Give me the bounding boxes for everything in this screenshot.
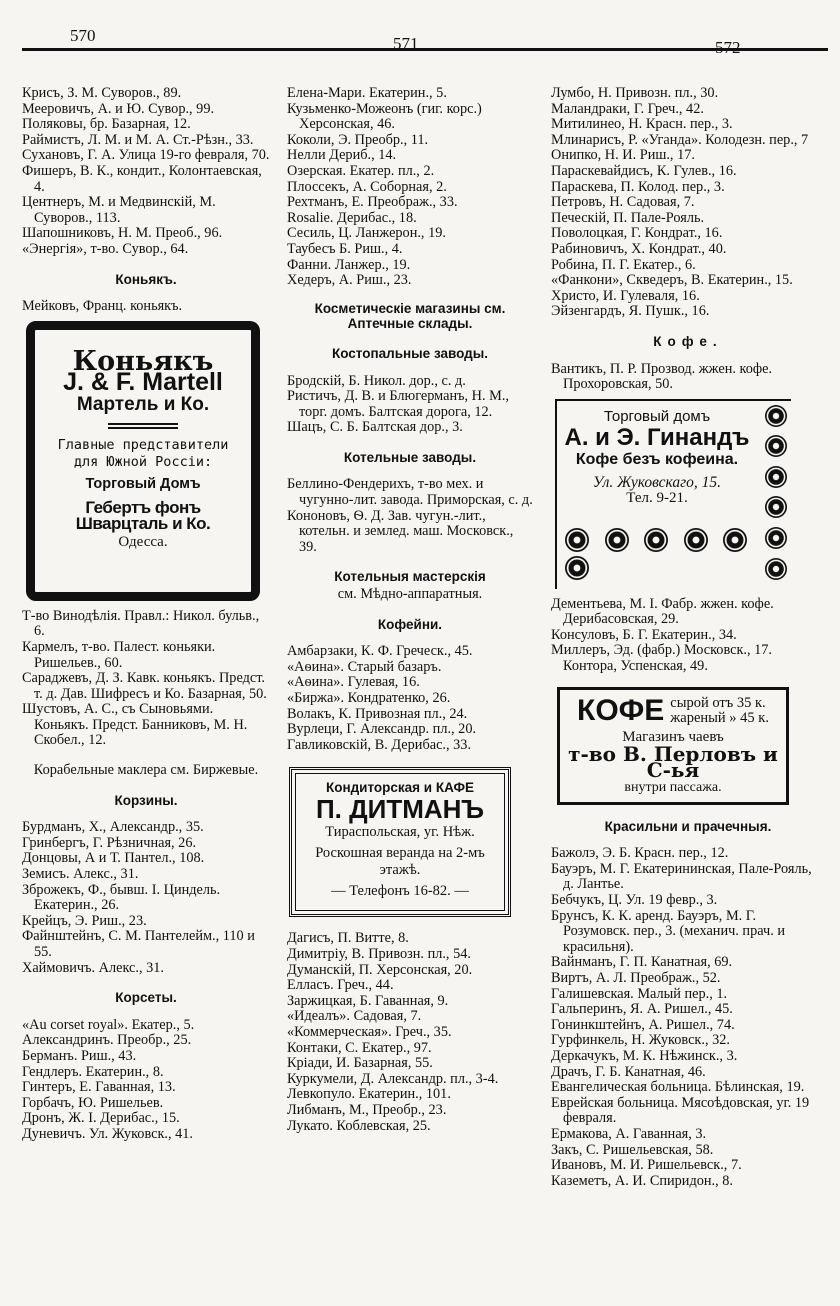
ad-divider (108, 423, 178, 429)
ad-line: Кондиторская и КАФЕ (325, 780, 475, 796)
directory-entry: Шапошниковъ, Н. М. Преоб., 96. (22, 225, 223, 242)
directory-entry: Брунсъ, К. К. аренд. Бауэръ, М. Г. Розумовск. пер., 3. (механич. прач. и красильня). (551, 907, 785, 955)
directory-entry: Волакъ, К. Привозная пл., 24. (287, 705, 468, 722)
directory-entry: Амбарзаки, К. Ф. Греческ., 45. (287, 643, 473, 660)
ad-kofe-label: КОФЕ (577, 693, 665, 727)
directory-entry: Кузьменко-Можеонъ (гиг. корс.) Херсонская, 46. (287, 100, 482, 133)
directory-entry: Печескій, П. Пале-Рояль. (551, 209, 705, 226)
directory-entry: Крисъ, З. М. Суворов., 89. (22, 85, 182, 101)
directory-entry: Евангелическая больница. Бѣлинская, 19. (551, 1079, 805, 1096)
directory-entry: Хедеръ, А. Риш., 23. (287, 272, 412, 289)
directory-entry: Галишевская. Малый пер., 1. (551, 985, 728, 1002)
directory-entry: Либманъ, М., Преобр., 23. (287, 1101, 447, 1118)
directory-entry: Поляковы, бр. Базарная, 12. (22, 116, 191, 133)
directory-entry: «Фанкони», Скведеръ, В. Екатерин., 15. (551, 272, 793, 289)
ad-title: Коньякъ (72, 345, 214, 377)
directory-entry: Онипко, Н. И. Риш., 17. (551, 147, 695, 164)
ad-price: сырой отъ 35 к. (670, 694, 766, 711)
directory-entry: Берманъ. Риш., 43. (22, 1047, 137, 1064)
directory-entry: Елена-Мари. Екатерин., 5. (287, 85, 447, 101)
directory-entry: Каземетъ, А. И. Спиридон., 8. (551, 1172, 733, 1189)
ad-brand: т-во В. Перловъ и С-ья (568, 742, 778, 782)
directory-entry: «Au corset royal». Екатер., 5. (22, 1016, 195, 1033)
directory-entry: Вайнманъ, Г. П. Канатная, 69. (551, 954, 733, 971)
directory-entry: Гурфинкель, Н. Жуковск., 32. (551, 1032, 730, 1049)
ad-prices (670, 696, 769, 726)
directory-entry: Коколи, Э. Преобр., 11. (287, 131, 429, 148)
ad-address: Ул. Жуковскаго, 15. (592, 474, 722, 492)
directory-entry: Дементьева, М. І. Фабр. жжен. кофе. Дерибасовская, 29. (551, 595, 774, 628)
directory-entry: Беллино-Фендерихъ, т-во мех. и чугунно-лит. завода. Приморская, с. д. (287, 476, 533, 509)
perlov-advertisement (557, 687, 789, 805)
page-number-center: 571 (393, 34, 419, 53)
directory-entry: Александринъ. Преобр., 25. (22, 1032, 192, 1049)
directory-entry: Дуневичъ. Ул. Жуковск., 41. (22, 1125, 194, 1142)
directory-entry: Rosalie. Дерибас., 18. (287, 209, 417, 226)
entry-list (287, 374, 533, 436)
directory-entry: Крейцъ, Э. Риш., 23. (22, 912, 147, 929)
ad-line: Главные представители (57, 436, 229, 453)
ad-line: для Южной Россіи: (73, 453, 213, 470)
directory-entry: Параскева, П. Колод. пер., 3. (551, 178, 725, 195)
directory-entry: Гинтеръ, Е. Гаванная, 13. (22, 1079, 176, 1096)
section-heading-kofe: Кофе. (653, 333, 723, 349)
cross-reference-note: см. Мѣдно-аппаратныя. (337, 586, 483, 603)
entry-list (22, 820, 270, 976)
directory-entry: «Аѳина». Гулевая, 16. (287, 674, 420, 691)
column-1 (22, 86, 270, 1143)
entry-list (22, 609, 270, 749)
directory-entry: Бебчукъ, Ц. Ул. 19 февр., 3. (551, 892, 718, 909)
cross-reference-note: Косметическіе магазины см. Аптечные склады. (314, 300, 506, 332)
directory-entry: «Энергія», т-во. Сувор., 64. (22, 240, 189, 257)
ad-brand-ru: Мартель и Ко. (76, 393, 210, 415)
header-rule (22, 48, 828, 51)
directory-entry: Сараджевъ, Д. З. Кавк. коньякъ. Предст. т. д. Дав. Шифресъ и Ко. Базарная, 50. (22, 670, 267, 702)
martell-advertisement (26, 321, 260, 601)
flower-ornament-icon (723, 528, 747, 552)
directory-entry: Куркумели, Д. Александр. пл., 3-4. (287, 1070, 499, 1087)
ginand-advertisement (555, 399, 791, 589)
directory-entry: Деркачукъ, М. К. Нѣжинск., 3. (551, 1047, 738, 1064)
directory-entry: Фишеръ, В. К., кондит., Колонтаевская, 4. (22, 162, 262, 195)
directory-entry: Лукато. Коблевская, 25. (287, 1117, 431, 1134)
directory-entry: Гендлеръ. Екатерин., 8. (22, 1063, 164, 1080)
directory-entry: Елласъ. Греч., 44. (287, 977, 394, 994)
directory-entry: Кріади, И. Базарная, 55. (287, 1055, 433, 1072)
section-heading-korsety: Корсеты. (115, 990, 177, 1006)
directory-entry: Закъ, С. Ришельевская, 58. (551, 1141, 714, 1158)
ad-line: Кофе безъ кофеина. (575, 450, 739, 468)
entry-list (287, 644, 533, 753)
page-number-right: 572 (715, 38, 741, 57)
entry-list (551, 597, 825, 675)
section-heading-kotel-mast: Котельныя мастерскія (334, 569, 486, 585)
cross-reference-note: Корабельные маклера см. Биржевые. (33, 762, 259, 779)
directory-entry: Земисъ. Алекс., 31. (22, 866, 139, 883)
entry-list (551, 86, 825, 320)
directory-entry: Гавликовскій, В. Дерибас., 33. (287, 736, 472, 753)
directory-entry: Хаймовичъ. Алекс., 31. (22, 959, 164, 976)
directory-entry: Горбачъ, Ю. Ришельев. (22, 1094, 164, 1111)
ad-line: Роскошная веранда на 2-мъ этажѣ. (315, 844, 485, 878)
directory-entry: Гальперинъ, Я. А. Ришел., 45. (551, 1001, 733, 1018)
directory-entry: «Биржа». Кондратенко, 26. (287, 690, 451, 706)
ad-brand: J. & F. Martell (63, 368, 223, 397)
entry-list (22, 86, 270, 258)
directory-entry: Димитріу, В. Привозн. пл., 54. (287, 945, 471, 962)
flower-ornament-icon (765, 435, 787, 457)
directory-entry: Рехтманъ, Е. Преображ., 33. (287, 194, 458, 211)
directory-entry: Заржицкая, Б. Гаванная, 9. (287, 992, 449, 1009)
flower-ornament-icon (565, 528, 589, 552)
directory-entry: Раймистъ, Л. М. и М. А. Ст.-Рѣзн., 33. (22, 131, 254, 148)
directory-entry: Гринбергъ, Г. Рѣзничная, 26. (22, 834, 197, 851)
directory-entry: Думанскій, П. Херсонская, 20. (287, 961, 473, 978)
entry-list (551, 362, 825, 393)
directory-entry: Гонинкштейнъ, А. Ришел., 74. (551, 1016, 735, 1033)
ad-address: Тираспольская, уг. Нѣж. (325, 823, 475, 840)
directory-entry: Таубесъ Б. Риш., 4. (287, 240, 403, 257)
directory-entry: Зброжекъ, Ф., бывш. І. Циндель. Екатерин., 26. (22, 881, 221, 914)
ad-brand: А. и Э. Гинандъ (564, 424, 750, 452)
directory-entry: Озерская. Екатер. пл., 2. (287, 162, 435, 179)
directory-entry: Ивановъ, М. И. Ришельевск., 7. (551, 1157, 742, 1174)
directory-entry: Эйзенгардъ, Я. Пушк., 16. (551, 303, 710, 320)
flower-ornament-icon (765, 496, 787, 518)
ditman-advertisement (289, 767, 511, 917)
entry-list (287, 931, 533, 1134)
flower-ornament-row (559, 528, 791, 585)
section-heading-konyak: Коньякъ. (115, 271, 177, 287)
directory-entry: Бурдманъ, Х., Александр., 35. (22, 819, 204, 836)
directory-entry: Еврейская больница. Мясоѣдовская, уг. 19 февраля. (551, 1094, 810, 1127)
section-heading-kostopal: Костопальные заводы. (331, 345, 489, 361)
directory-entry: Т-во Винодѣлія. Правл.: Никол. бульв., 6. (22, 607, 260, 640)
ad-line: Торговый домъ (603, 407, 711, 425)
directory-entry: Сесиль, Ц. Ланжерон., 19. (287, 225, 446, 242)
directory-entry: Кононовъ, Ѳ. Д. Зав. чугун.-лит., котельн. и землед. маш. Московск., 39. (287, 507, 514, 555)
flower-ornament-icon (684, 528, 708, 552)
directory-entry: Рабиновичъ, Х. Кондрат., 40. (551, 240, 727, 257)
entry-list (287, 86, 533, 289)
directory-entry: Фанни. Ланжер., 19. (287, 256, 411, 273)
ad-phone: — Телефонъ 16-82. — (331, 882, 469, 899)
directory-entry: Лумбо, Н. Привозн. пл., 30. (551, 85, 719, 101)
directory-entry: Драчъ, Г. Б. Канатная, 46. (551, 1063, 706, 1080)
ad-price: жареный » 45 к. (670, 709, 769, 726)
column-3 (551, 86, 825, 1189)
directory-entry: Маландраки, Г. Греч., 42. (551, 100, 704, 117)
ad-company: Гебертъ фонъ Шварцталь и Ко. (75, 498, 211, 533)
section-heading-korziny: Корзины. (114, 792, 178, 808)
directory-entry: Виртъ, А. Л. Преображ., 52. (551, 970, 721, 986)
entry-list (287, 477, 533, 555)
directory-entry: Контаки, С. Екатер., 97. (287, 1039, 432, 1056)
directory-entry: Петровъ, Н. Садовая, 7. (551, 194, 695, 211)
entry-list (22, 1018, 270, 1143)
directory-entry: Бауэръ, М. Г. Екатерининская, Пале-Рояль, д. Лантье. (551, 860, 812, 893)
directory-entry: «Аѳина». Старый базаръ. (287, 658, 442, 675)
directory-entry: Шустовъ, А. С., съ Сыновьями. Коньякъ. Предст. Банниковъ, М. Н. Скобел., 12. (22, 701, 248, 749)
directory-entry: Миллеръ, Эд. (фабр.) Московск., 17. Контора, Успенская, 49. (551, 642, 773, 675)
directory-entry: Кармелъ, т-во. Палест. коньяки. Ришельев., 60. (22, 638, 216, 671)
directory-entry: Ристичъ, Д. В. и Блюгерманъ, Н. М., торг. домъ. Балтская дорога, 12. (287, 388, 509, 420)
ad-price-row (566, 693, 780, 727)
ad-brand: П. ДИТМАНЪ (315, 793, 485, 824)
directory-entry: Нелли Дериб., 14. (287, 147, 397, 164)
flower-ornament-icon (605, 528, 629, 552)
directory-entry: Центнеръ, М. и Медвинскій, М. Суворов., 113. (22, 194, 216, 226)
directory-entry: Файнштейнъ, С. М. Пантелейм., 110 и 55. (22, 928, 255, 960)
directory-entry: Дронъ, Ж. І. Дерибас., 15. (22, 1110, 180, 1127)
flower-ornament-icon (644, 528, 668, 552)
directory-entry: Дагисъ, П. Витте, 8. (287, 930, 409, 947)
directory-entry: Донцовы, А и Т. Пантел., 108. (22, 850, 205, 867)
ad-phone: Тел. 9-21. (626, 490, 688, 507)
directory-entry: Вурлеци, Г. Александр. пл., 20. (287, 721, 477, 738)
column-2 (287, 86, 533, 1134)
directory-entry: Меeровичъ, А. и Ю. Сувор., 99. (22, 100, 215, 117)
directory-entry: Робина, П. Г. Екатер., 6. (551, 256, 696, 273)
directory-entry: Ермакова, А. Гаванная, 3. (551, 1125, 707, 1142)
directory-entry: Сухановъ, Г. А. Улица 19-го февраля, 70. (22, 147, 270, 164)
ad-line: Магазинъ чаевъ (622, 728, 724, 745)
directory-entry: Христо, И. Гулеваля, 16. (551, 287, 700, 304)
directory-entry: «Идеалъ». Садовая, 7. (287, 1008, 422, 1025)
entry-list (551, 846, 825, 1189)
directory-entry: Бажолэ, Э. Б. Красн. пер., 12. (551, 845, 729, 862)
section-heading-kofeyni: Кофейни. (377, 616, 443, 632)
flower-ornament-icon (565, 556, 589, 580)
directory-entry: Митилинео, Н. Красн. пер., 3. (551, 116, 733, 133)
directory-entry: Млинарисъ, Р. «Уганда». Колодезн. пер., 7 (551, 131, 809, 148)
entry-list (22, 299, 270, 315)
flower-ornament-icon (765, 466, 787, 488)
section-heading-krasil: Красильни и прачечныя. (604, 818, 772, 834)
directory-entry: Шацъ, С. Б. Балтская дор., 3. (287, 419, 463, 436)
ad-line: внутри пассажа. (624, 780, 722, 796)
page-number-left: 570 (70, 26, 96, 45)
directory-entry: Вантикъ, П. Р. Прозвод. жжен. кофе. Прохоровская, 50. (551, 360, 773, 393)
ad-line: Торговый Домъ (85, 475, 201, 492)
directory-entry: Левкопуло. Екатерин., 101. (287, 1086, 451, 1103)
directory-entry: Параскевайдисъ, К. Гулев., 16. (551, 162, 737, 179)
directory-entry: Бродскій, Б. Никол. дор., с. д. (287, 372, 466, 389)
directory-entry: «Коммерческая». Греч., 35. (287, 1023, 452, 1040)
ad-city: Одесса. (118, 534, 168, 551)
flower-ornament-icon (765, 405, 787, 427)
ad-text (557, 409, 757, 507)
directory-entry: Поволоцкая, Г. Кондрат., 16. (551, 225, 723, 242)
directory-entry: Консуловъ, Б. Г. Екатерин., 34. (551, 626, 737, 643)
section-heading-kotel: Котельные заводы. (343, 449, 477, 465)
directory-entry: Мейковъ, Франц. коньякъ. (22, 298, 183, 315)
directory-entry: Плоссекъ, А. Соборная, 2. (287, 178, 447, 195)
